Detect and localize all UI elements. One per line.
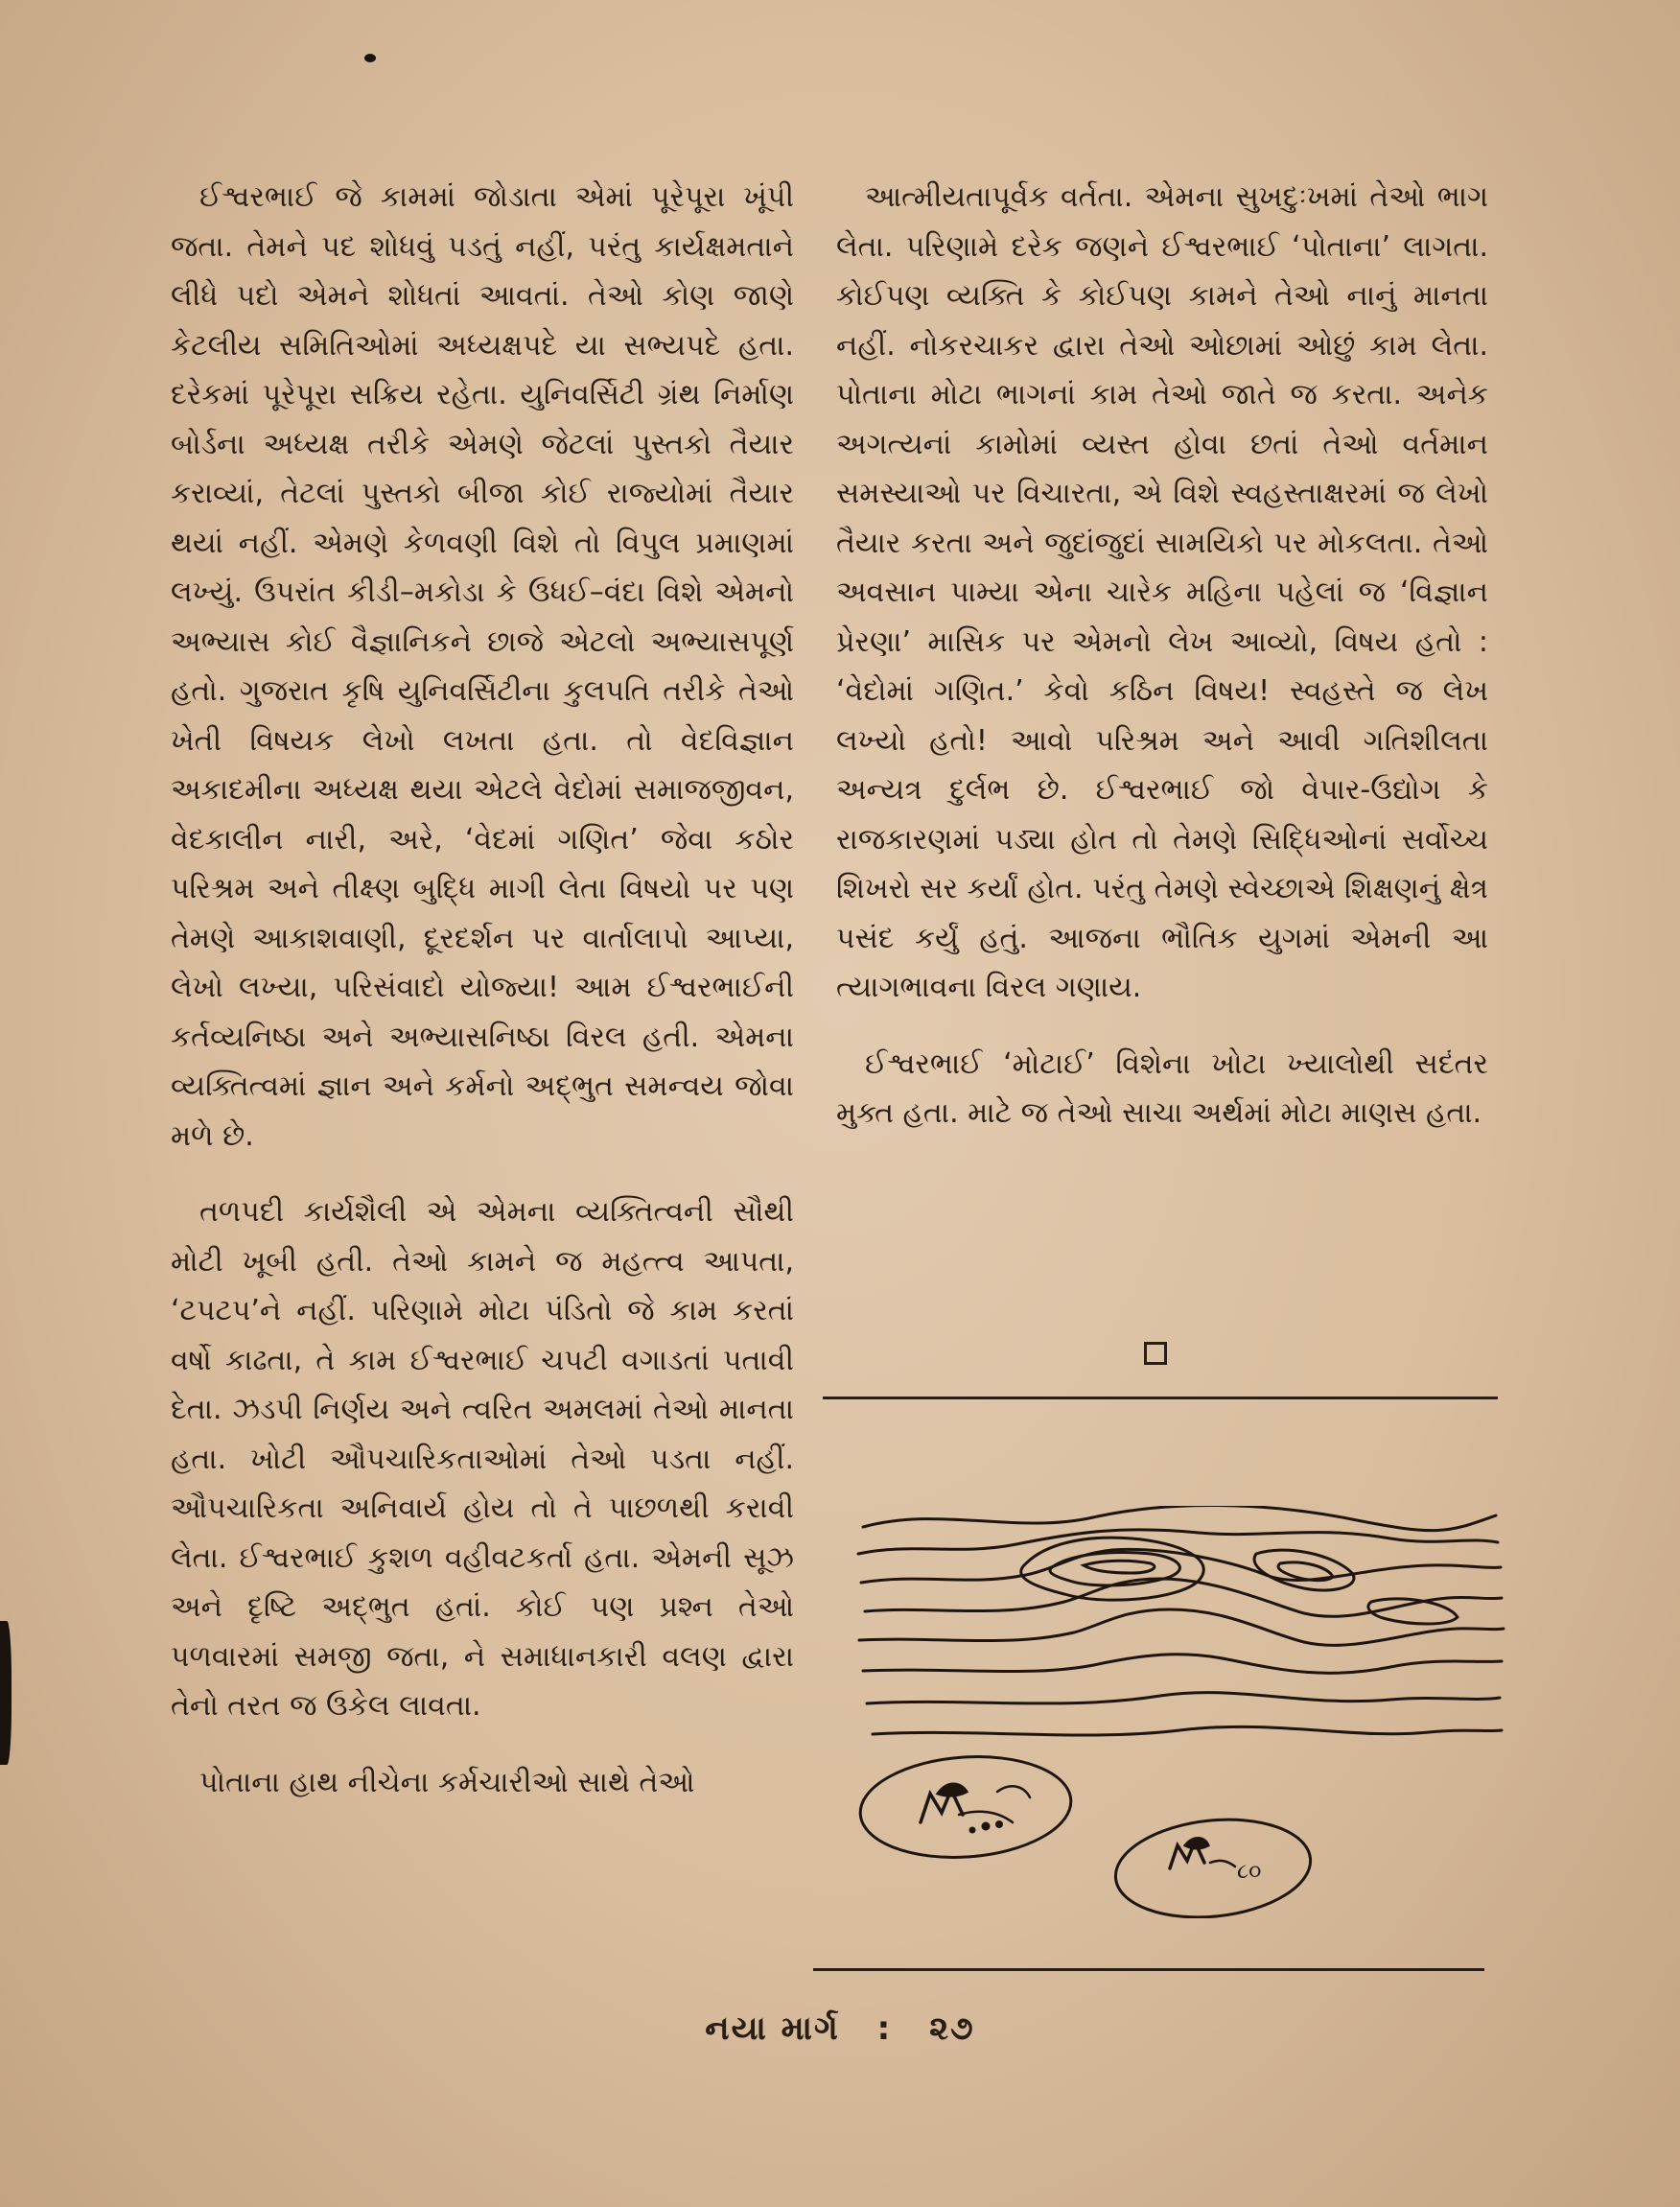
article-end-mark	[1144, 1342, 1167, 1365]
page-number: ૨૭	[929, 2009, 975, 2048]
page-footer	[0, 2009, 1680, 2048]
magazine-name: નયા માર્ગ	[705, 2009, 840, 2048]
divider-line	[823, 1397, 1498, 1399]
article-paragraph: ઈશ્વરભાઈ જે કામમાં જોડાતા એમાં પૂરેપૂરા ખૂંપી જતા. તેમને પદ શોધવું પડતું નહીં, પરંતુ કાર્યક્ષમતાને લીધે પદો એમને શોધતાં આવતાં. તેઓ કોણ જાણે કેટલીય સમિતિઓમાં અધ્યક્ષપદે યા સભ્યપદે હતા. દરેકમાં પૂરેપૂરા સક્રિય રહેતા. યુનિવર્સિટી ગ્રંથ નિર્માણ બોર્ડના અધ્યક્ષ તરીકે એમણે જેટલાં પુસ્તકો તૈયાર કરાવ્યાં, તેટલાં પુસ્તકો બીજા કોઈ રાજ્યોમાં તૈયાર થયાં નહીં. એમણે કેળવણી વિશે તો વિપુલ પ્રમાણમાં લખ્યું. ઉપરાંત કીડી–મકોડા કે ઉધઈ–વંદા વિશે એમનો અભ્યાસ કોઈ વૈજ્ઞાનિકને છાજે એટલો અભ્યાસપૂર્ણ હતો. ગુજરાત કૃષિ યુનિવર્સિટીના કુલપતિ તરીકે તેઓ ખેતી વિષયક લેખો લખતા હતા. તો વેદવિજ્ઞાન અકાદમીના અધ્યક્ષ થયા એટલે વેદોમાં સમાજજીવન, વેદકાલીન નારી, અરે, ‘વેદમાં ગણિત’ જેવા કઠોર પરિશ્રમ અને તીક્ષ્ણ બુદ્ધિ માગી લેતા વિષયો પર પણ તેમણે આકાશવાણી, દૂરદર્શન પર વાર્તાલાપો આપ્યા, લેખો લખ્યા, પરિસંવાદો યોજ્યા! આમ ઈશ્વરભાઈની કર્તવ્યનિષ્ઠા અને અભ્યાસનિષ્ઠા વિરલ હતી. એમના વ્યક્તિત્વમાં જ્ઞાન અને કર્મનો અદ્ભુત સમન્વય જોવા મળે છે.	[171, 180, 794, 1153]
footer-separator: :	[876, 2009, 893, 2048]
article-paragraph: તળપદી કાર્યશૈલી એ એમના વ્યક્તિત્વની સૌથી મોટી ખૂબી હતી. તેઓ કામને જ મહત્ત્વ આપતા, ‘ટપટપ’ને નહીં. પરિણામે મોટા પંડિતો જે કામ કરતાં વર્ષો કાઢતા, તે કામ ઈશ્વરભાઈ ચપટી વગાડતાં પતાવી દેતા. ઝડપી નિર્ણય અને ત્વરિત અમલમાં તેઓ માનતા હતા. ખોટી ઔપચારિકતાઓમાં તેઓ પડતા નહીં. ઔપચારિકતા અનિવાર્ય હોય તો તે પાછળથી કરાવી લેતા. ઈશ્વરભાઈ કુશળ વહીવટકર્તા હતા. એમની સૂઝ અને દૃષ્ટિ અદ્ભુત હતાં. કોઈ પણ પ્રશ્ન તેઓ પળવારમાં સમજી જતા, ને સમાધાનકારી વલણ દ્વારા તેનો તરત જ ઉકેલ લાવતા.	[171, 1195, 794, 1723]
article-paragraph: પોતાના હાથ નીચેના કર્મચારીઓ સાથે તેઓ	[199, 1765, 695, 1799]
wood-grain-illustration	[853, 1506, 1505, 1918]
right-column	[836, 173, 1488, 1165]
divider-line	[813, 1968, 1484, 1971]
ink-spot	[364, 54, 376, 62]
article-paragraph: આત્મીયતાપૂર્વક વર્તતા. એમના સુખદુઃખમાં તેઓ ભાગ લેતા. પરિણામે દરેક જણને ઈશ્વરભાઈ ‘પોતાના’ લાગતા. કોઈપણ વ્યક્તિ કે કોઈપણ કામને તેઓ નાનું માનતા નહીં. નોકરચાકર દ્વારા તેઓ ઓછામાં ઓછું કામ લેતા. પોતાના મોટા ભાગનાં કામ તેઓ જાતે જ કરતા. અનેક અગત્યનાં કામોમાં વ્યસ્ત હોવા છતાં તેઓ વર્તમાન સમસ્યાઓ પર વિચારતા, એ વિશે સ્વહસ્તાક્ષરમાં જ લેખો તૈયાર કરતા અને જુદાંજુદાં સામયિકો પર મોકલતા. તેઓ અવસાન પામ્યા એના ચારેક મહિના પહેલાં જ ‘વિજ્ઞાન પ્રેરણા’ માસિક પર એમનો લેખ આવ્યો, વિષય હતો : ‘વેદોમાં ગણિત.’ કેવો કઠિન વિષય! સ્વહસ્તે જ લેખ લખ્યો હતો! આવો પરિશ્રમ અને આવી ગતિશીલતા અન્યત્ર દુર્લભ છે. ઈશ્વરભાઈ જો વેપાર-ઉદ્યોગ કે રાજકારણમાં પડ્યા હોત તો તેમણે સિદ્ધિઓનાં સર્વોચ્ચ શિખરો સર કર્યાં હોત. પરંતુ તેમણે સ્વેચ્છાએ શિક્ષણનું ક્ષેત્ર પસંદ કર્યું હતું. આજના ભૌતિક યુગમાં એમની આ ત્યાગભાવના વિરલ ગણાય.	[836, 180, 1488, 1004]
page-edge-blot	[0, 1621, 12, 1765]
article-paragraph: ઈશ્વરભાઈ ‘મોટાઈ’ વિશેના ખોટા ખ્યાલોથી સદંતર મુક્ત હતા. માટે જ તેઓ સાચા અર્થમાં મોટા માણસ હતા.	[836, 1046, 1488, 1130]
artist-signature: ૮૦	[1237, 1860, 1262, 1884]
left-column	[171, 173, 794, 1834]
